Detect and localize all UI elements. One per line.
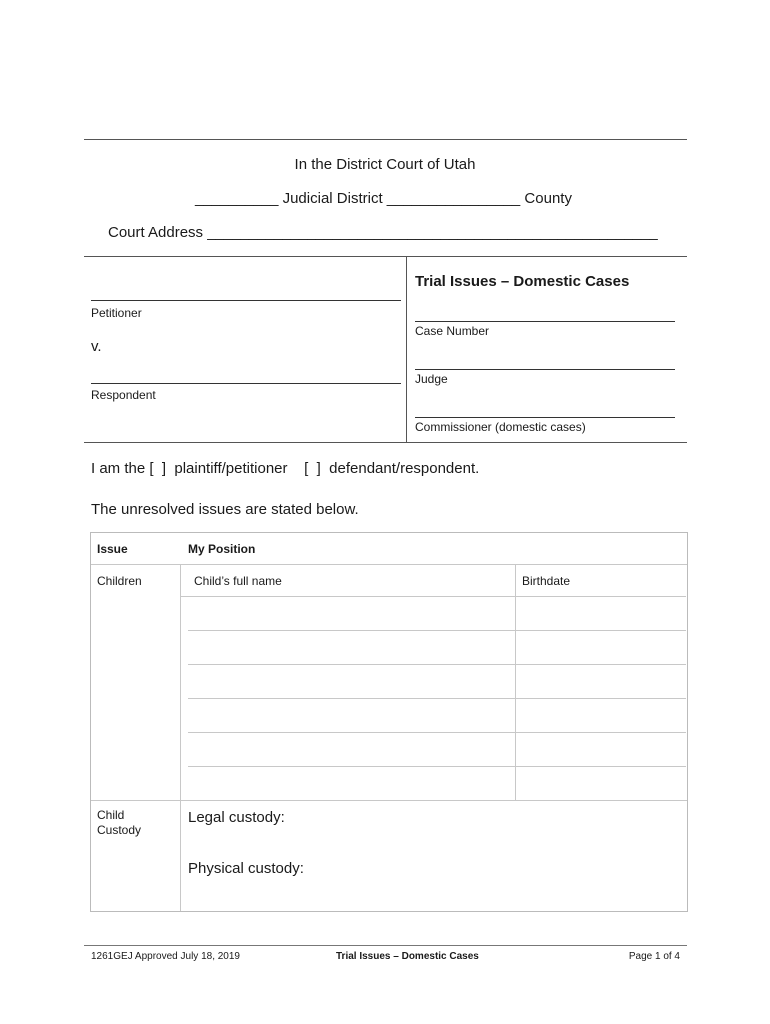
issue-child-custody: Child Custody: [97, 808, 142, 837]
district-line: __________ Judicial District ________________ County: [195, 190, 572, 207]
caption-bottom-rule: [84, 442, 687, 443]
footer-page-number: Page 1 of 4: [628, 951, 680, 962]
court-heading: In the District Court of Utah: [294, 156, 476, 173]
table-column-divider: [180, 564, 181, 911]
unresolved-statement: The unresolved issues are stated below.: [91, 501, 359, 518]
child-entry-rule: [188, 698, 686, 699]
top-rule: [84, 139, 687, 140]
column-header-issue: Issue: [97, 542, 128, 556]
child-entry-rule: [188, 732, 686, 733]
child-entry-rule: [181, 596, 686, 597]
birthdate-divider: [515, 564, 516, 800]
child-entry-rule: [188, 630, 686, 631]
child-entry-rule: [188, 766, 686, 767]
footer-form-id: 1261GEJ Approved July 18, 2019: [91, 951, 240, 962]
document-title: Trial Issues – Domestic Cases: [415, 273, 630, 290]
physical-custody-label: Physical custody:: [188, 860, 304, 877]
respondent-line: [91, 383, 401, 384]
case-number-label: Case Number: [415, 324, 490, 338]
commissioner-label: Commissioner (domestic cases): [415, 420, 586, 434]
petitioner-line: [91, 300, 401, 301]
footer-rule: [84, 945, 687, 946]
custody-row-rule: [91, 800, 687, 801]
column-header-position: My Position: [188, 542, 256, 556]
court-address-line: Court Address ______________________________________________________: [108, 224, 658, 241]
judge-label: Judge: [415, 372, 448, 386]
party-statement: I am the [ ] plaintiff/petitioner [ ] defendant/respondent.: [91, 460, 480, 477]
judge-line: [415, 369, 675, 370]
issue-children: Children: [97, 574, 142, 588]
birthdate-header: Birthdate: [522, 574, 571, 588]
legal-custody-label: Legal custody:: [188, 809, 285, 826]
versus-label: v.: [91, 338, 102, 355]
commissioner-line: [415, 417, 675, 418]
footer-title: Trial Issues – Domestic Cases: [336, 951, 479, 962]
child-entry-rule: [188, 664, 686, 665]
caption-divider: [406, 256, 407, 442]
respondent-label: Respondent: [91, 388, 156, 402]
childs-name-header: Child’s full name: [194, 574, 282, 588]
case-number-line: [415, 321, 675, 322]
caption-top-rule: [84, 256, 687, 257]
petitioner-label: Petitioner: [91, 306, 142, 320]
